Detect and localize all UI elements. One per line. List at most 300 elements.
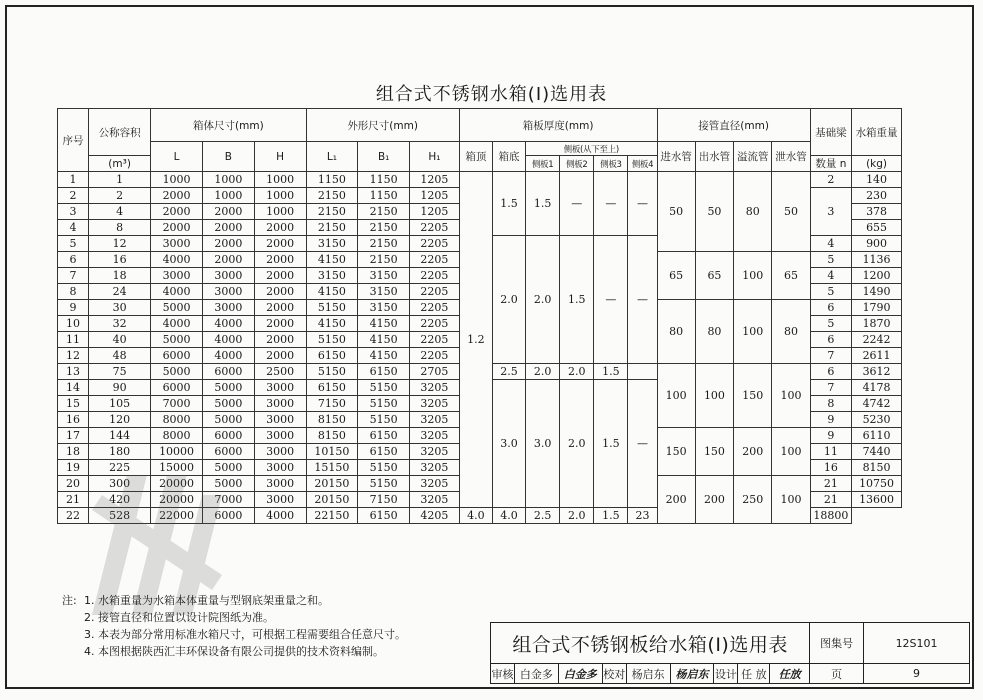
table-row	[58, 172, 902, 188]
thickness-cell-bottom: 1.5	[492, 172, 525, 236]
dimension-cell-b: 2000	[202, 220, 254, 236]
thickness-cell-bottom: 4.0	[492, 508, 525, 524]
dimension-cell-l: 20000	[151, 476, 203, 492]
dimension-cell-l: 10000	[151, 444, 203, 460]
row-number: 12	[58, 348, 89, 364]
weight-cell: 230	[852, 188, 902, 204]
dimension-cell-b: 5000	[202, 476, 254, 492]
pipe-cell-inlet: 80	[657, 300, 695, 364]
dimension-cell-b1: 7150	[358, 492, 410, 508]
page-label: 页	[810, 664, 864, 684]
dimension-cell-h: 3000	[254, 428, 306, 444]
dimension-cell-h: 1000	[254, 188, 306, 204]
beam-count-cell: 7	[810, 348, 851, 364]
capacity-cell: 2	[89, 188, 151, 204]
dimension-cell-l1: 22150	[306, 508, 358, 524]
notes: 注: 1. 水箱重量为水箱本体重量与型钢底架重量之和。 2. 接管直径和位置以设计院图纸为准。 3. 本表为部分常用标准水箱尺寸，可根据工程需要组合任意尺寸。 4. 本图根据陕西汇丰环保设备有限公司提供的技术资料编制。	[62, 594, 406, 658]
checker-signature: 杨启东	[670, 664, 714, 684]
thickness-cell-bottom: 2.5	[492, 364, 525, 380]
dimension-cell-h: 3000	[254, 492, 306, 508]
thickness-cell-bottom: 2.0	[492, 236, 525, 364]
thickness-cell-s1: 3.0	[526, 380, 560, 508]
beam-count-cell: 21	[810, 492, 851, 508]
capacity-cell: 16	[89, 252, 151, 268]
dimension-cell-h1: 2205	[410, 268, 460, 284]
pipe-cell-overflow: 100	[734, 252, 772, 300]
thickness-cell-s2: —	[560, 172, 594, 236]
dimension-cell-h1: 2705	[410, 364, 460, 380]
capacity-cell: 180	[89, 444, 151, 460]
dimension-cell-b: 5000	[202, 412, 254, 428]
pipe-cell-inlet: 150	[657, 428, 695, 476]
dimension-cell-h1: 3205	[410, 396, 460, 412]
pipe-cell-outlet: 150	[695, 428, 733, 476]
row-number: 18	[58, 444, 89, 460]
beam-count-cell: 9	[810, 412, 851, 428]
header-no: 序号	[58, 109, 89, 172]
weight-cell: 655	[852, 220, 902, 236]
dimension-cell-l1: 5150	[306, 332, 358, 348]
dimension-cell-l1: 3150	[306, 236, 358, 252]
dimension-cell-l: 15000	[151, 460, 203, 476]
dimension-cell-l1: 10150	[306, 444, 358, 460]
row-number: 4	[58, 220, 89, 236]
reviewer-name: 白金多	[514, 664, 558, 684]
dimension-cell-l1: 6150	[306, 380, 358, 396]
header-outer-size: 外形尺寸(mm)	[306, 109, 459, 142]
dimension-cell-h: 2000	[254, 348, 306, 364]
dimension-cell-b1: 6150	[358, 508, 410, 524]
dimension-cell-l1: 2150	[306, 220, 358, 236]
dimension-cell-l: 5000	[151, 300, 203, 316]
dimension-cell-b: 7000	[202, 492, 254, 508]
capacity-cell: 18	[89, 268, 151, 284]
reviewer-signature: 白金多	[558, 664, 602, 684]
row-number: 7	[58, 268, 89, 284]
title-block-title: 组合式不锈钢板给水箱(Ⅰ)选用表	[491, 623, 810, 664]
dimension-cell-h1: 2205	[410, 284, 460, 300]
header-b: B	[202, 142, 254, 172]
dimension-cell-h1: 3205	[410, 444, 460, 460]
dimension-cell-b: 6000	[202, 444, 254, 460]
dimension-cell-h1: 2205	[410, 316, 460, 332]
capacity-cell: 1	[89, 172, 151, 188]
dimension-cell-b: 3000	[202, 284, 254, 300]
dimension-cell-h: 4000	[254, 508, 306, 524]
header-drain: 泄水管	[772, 142, 810, 172]
pipe-cell-overflow: 250	[734, 476, 772, 524]
weight-cell: 1136	[852, 252, 902, 268]
capacity-cell: 12	[89, 236, 151, 252]
weight-cell: 2242	[852, 332, 902, 348]
dimension-cell-b: 4000	[202, 348, 254, 364]
weight-cell: 378	[852, 204, 902, 220]
dimension-cell-l1: 6150	[306, 348, 358, 364]
weight-cell: 13600	[852, 492, 902, 508]
dimension-cell-l1: 20150	[306, 476, 358, 492]
title-block	[490, 622, 970, 684]
dimension-cell-b1: 5150	[358, 396, 410, 412]
capacity-cell: 90	[89, 380, 151, 396]
weight-cell: 10750	[852, 476, 902, 492]
dimension-cell-h1: 3205	[410, 460, 460, 476]
pipe-cell-inlet: 50	[657, 172, 695, 252]
header-top: 箱顶	[459, 142, 492, 172]
dimension-cell-b: 5000	[202, 460, 254, 476]
dimension-cell-b1: 2150	[358, 204, 410, 220]
dimension-cell-l: 20000	[151, 492, 203, 508]
dimension-cell-b: 2000	[202, 252, 254, 268]
dimension-cell-l1: 1150	[306, 172, 358, 188]
header-h1: H₁	[410, 142, 460, 172]
dimension-cell-l1: 4150	[306, 252, 358, 268]
review-label: 审核	[491, 664, 515, 684]
header-box-size: 箱体尺寸(mm)	[151, 109, 306, 142]
dimension-cell-b1: 4150	[358, 332, 410, 348]
header-side1: 侧板1	[526, 156, 560, 172]
header-pipe-diameter: 接管直径(mm)	[657, 109, 810, 142]
weight-cell: 8150	[852, 460, 902, 476]
dimension-cell-l1: 8150	[306, 428, 358, 444]
dimension-cell-h: 1000	[254, 204, 306, 220]
dimension-cell-l: 5000	[151, 364, 203, 380]
dimension-cell-l1: 5150	[306, 300, 358, 316]
pipe-cell-drain: 65	[772, 252, 810, 300]
thickness-cell-bottom: 3.0	[492, 380, 525, 508]
beam-count-cell: 4	[810, 236, 851, 252]
pipe-cell-outlet: 80	[695, 300, 733, 364]
dimension-cell-h1: 3205	[410, 492, 460, 508]
thickness-cell-s3: —	[594, 236, 628, 364]
dimension-cell-h: 1000	[254, 172, 306, 188]
dimension-cell-h: 3000	[254, 380, 306, 396]
note-item: 接管直径和位置以设计院图纸为准。	[98, 611, 274, 624]
beam-count-cell: 9	[810, 428, 851, 444]
beam-count-cell: 21	[810, 476, 851, 492]
pipe-cell-outlet: 65	[695, 252, 733, 300]
weight-cell: 1200	[852, 268, 902, 284]
dimension-cell-h: 2000	[254, 316, 306, 332]
header-plate-thickness: 箱板厚度(mm)	[459, 109, 657, 142]
row-number: 5	[58, 236, 89, 252]
header-weight-unit: (kg)	[852, 156, 902, 172]
pipe-cell-inlet: 65	[657, 252, 695, 300]
dimension-cell-l1: 7150	[306, 396, 358, 412]
thickness-cell-s2: 2.0	[560, 364, 594, 380]
capacity-cell: 30	[89, 300, 151, 316]
capacity-cell: 420	[89, 492, 151, 508]
weight-cell: 7440	[852, 444, 902, 460]
dimension-cell-l: 6000	[151, 380, 203, 396]
header-h: H	[254, 142, 306, 172]
dimension-cell-l: 8000	[151, 428, 203, 444]
header-side: 侧板(从下至上)	[526, 142, 657, 156]
row-number: 2	[58, 188, 89, 204]
dimension-cell-b1: 4150	[358, 316, 410, 332]
top-thickness-cell: 1.2	[459, 172, 492, 508]
dimension-cell-b1: 6150	[358, 428, 410, 444]
dimension-cell-l1: 2150	[306, 188, 358, 204]
dimension-cell-b1: 6150	[358, 364, 410, 380]
thickness-cell-s2: 2.0	[560, 508, 594, 524]
capacity-cell: 32	[89, 316, 151, 332]
row-number: 15	[58, 396, 89, 412]
header-bottom: 箱底	[492, 142, 525, 172]
dimension-cell-h1: 1205	[410, 204, 460, 220]
header-beam-count: 数量 n	[810, 156, 851, 172]
weight-cell: 1870	[852, 316, 902, 332]
capacity-cell: 8	[89, 220, 151, 236]
dimension-cell-b: 2000	[202, 236, 254, 252]
designer-name: 任 放	[738, 664, 770, 684]
capacity-cell: 300	[89, 476, 151, 492]
weight-cell: 4742	[852, 396, 902, 412]
dimension-cell-l1: 8150	[306, 412, 358, 428]
dimension-cell-b1: 5150	[358, 460, 410, 476]
dimension-cell-l: 3000	[151, 236, 203, 252]
dimension-cell-b1: 3150	[358, 300, 410, 316]
dimension-cell-l: 22000	[151, 508, 203, 524]
dimension-cell-h: 2000	[254, 300, 306, 316]
row-number: 22	[58, 508, 89, 524]
beam-count-cell: 23	[628, 508, 657, 524]
notes-prefix: 注:	[62, 594, 77, 607]
dimension-cell-b1: 2150	[358, 252, 410, 268]
note-item: 本表为部分常用标准水箱尺寸，可根据工程需要组合任意尺寸。	[98, 628, 406, 641]
thickness-cell-s1: 2.0	[526, 236, 560, 364]
atlas-label: 图集号	[810, 623, 864, 664]
capacity-cell: 144	[89, 428, 151, 444]
row-number: 13	[58, 364, 89, 380]
dimension-cell-b: 5000	[202, 380, 254, 396]
dimension-cell-b1: 1150	[358, 188, 410, 204]
weight-cell: 900	[852, 236, 902, 252]
beam-count-cell: 2	[810, 172, 851, 188]
thickness-cell-s2: 1.5	[560, 236, 594, 364]
thickness-cell-s4: —	[628, 236, 657, 364]
dimension-cell-b1: 2150	[358, 236, 410, 252]
dimension-cell-h1: 1205	[410, 188, 460, 204]
dimension-cell-h: 3000	[254, 476, 306, 492]
dimension-cell-b1: 6150	[358, 444, 410, 460]
dimension-cell-h: 2500	[254, 364, 306, 380]
dimension-cell-l: 2000	[151, 220, 203, 236]
row-number: 10	[58, 316, 89, 332]
dimension-cell-l: 2000	[151, 188, 203, 204]
selection-table	[57, 108, 902, 524]
dimension-cell-h1: 3205	[410, 412, 460, 428]
dimension-cell-h1: 2205	[410, 332, 460, 348]
atlas-number: 12S101	[864, 623, 970, 664]
header-capacity: 公称容积	[89, 109, 151, 156]
dimension-cell-h1: 1205	[410, 172, 460, 188]
weight-cell: 5230	[852, 412, 902, 428]
beam-count-cell: 7	[810, 380, 851, 396]
header-l: L	[151, 142, 203, 172]
pipe-cell-outlet: 100	[695, 364, 733, 428]
dimension-cell-b1: 1150	[358, 172, 410, 188]
dimension-cell-h1: 3205	[410, 380, 460, 396]
thickness-cell-s1: 2.0	[526, 364, 560, 380]
thickness-cell-s2: 2.0	[560, 380, 594, 508]
dimension-cell-h1: 3205	[410, 428, 460, 444]
weight-cell: 4178	[852, 380, 902, 396]
row-number: 11	[58, 332, 89, 348]
dimension-cell-h: 2000	[254, 236, 306, 252]
pipe-cell-outlet: 50	[695, 172, 733, 252]
pipe-cell-drain: 50	[772, 172, 810, 252]
capacity-cell: 48	[89, 348, 151, 364]
header-side3: 侧板3	[594, 156, 628, 172]
pipe-cell-overflow: 100	[734, 300, 772, 364]
pipe-cell-overflow: 150	[734, 364, 772, 428]
note-item: 本图根据陕西汇丰环保设备有限公司提供的技术资料编制。	[98, 645, 384, 658]
dimension-cell-h: 2000	[254, 220, 306, 236]
designer-signature: 任放	[770, 664, 810, 684]
dimension-cell-h1: 2205	[410, 300, 460, 316]
pipe-cell-drain: 100	[772, 364, 810, 428]
dimension-cell-h: 3000	[254, 412, 306, 428]
row-number: 6	[58, 252, 89, 268]
dimension-cell-h1: 2205	[410, 236, 460, 252]
dimension-cell-b: 4000	[202, 316, 254, 332]
capacity-cell: 105	[89, 396, 151, 412]
dimension-cell-b: 1000	[202, 188, 254, 204]
dimension-cell-l1: 4150	[306, 316, 358, 332]
dimension-cell-b: 2000	[202, 204, 254, 220]
thickness-cell-s3: —	[594, 172, 628, 236]
beam-count-cell: 3	[810, 188, 851, 236]
thickness-cell-s4	[628, 364, 657, 380]
checker-name: 杨启东	[626, 664, 670, 684]
header-weight: 水箱重量	[852, 109, 902, 156]
row-number: 1	[58, 172, 89, 188]
pipe-cell-drain: 80	[772, 300, 810, 364]
dimension-cell-h: 2000	[254, 252, 306, 268]
dimension-cell-b: 4000	[202, 332, 254, 348]
dimension-cell-h1: 3205	[410, 476, 460, 492]
dimension-cell-b1: 3150	[358, 284, 410, 300]
capacity-cell: 24	[89, 284, 151, 300]
dimension-cell-b: 3000	[202, 300, 254, 316]
dimension-cell-l: 8000	[151, 412, 203, 428]
pipe-cell-overflow: 80	[734, 172, 772, 252]
header-beam: 基础梁	[810, 109, 851, 156]
dimension-cell-l: 3000	[151, 268, 203, 284]
pipe-cell-drain: 100	[772, 428, 810, 476]
design-label: 设计	[714, 664, 738, 684]
weight-cell: 18800	[810, 508, 851, 524]
dimension-cell-l: 4000	[151, 284, 203, 300]
dimension-cell-h: 3000	[254, 444, 306, 460]
dimension-cell-b: 5000	[202, 396, 254, 412]
row-number: 9	[58, 300, 89, 316]
pipe-cell-overflow: 200	[734, 428, 772, 476]
beam-count-cell: 6	[810, 300, 851, 316]
capacity-cell: 225	[89, 460, 151, 476]
thickness-cell-s4: —	[628, 172, 657, 236]
pipe-cell-inlet: 200	[657, 476, 695, 524]
beam-count-cell: 6	[810, 332, 851, 348]
dimension-cell-h1: 4205	[410, 508, 460, 524]
row-number: 14	[58, 380, 89, 396]
dimension-cell-l1: 2150	[306, 204, 358, 220]
dimension-cell-l1: 3150	[306, 268, 358, 284]
capacity-cell: 75	[89, 364, 151, 380]
dimension-cell-h1: 2205	[410, 348, 460, 364]
dimension-cell-b: 6000	[202, 364, 254, 380]
row-number: 17	[58, 428, 89, 444]
dimension-cell-l1: 15150	[306, 460, 358, 476]
dimension-cell-b: 3000	[202, 268, 254, 284]
capacity-cell: 528	[89, 508, 151, 524]
dimension-cell-h: 2000	[254, 284, 306, 300]
row-number: 3	[58, 204, 89, 220]
header-outlet: 出水管	[695, 142, 733, 172]
dimension-cell-h: 2000	[254, 268, 306, 284]
header-overflow: 溢流管	[734, 142, 772, 172]
header-l1: L₁	[306, 142, 358, 172]
beam-count-cell: 5	[810, 316, 851, 332]
thickness-cell-top: 4.0	[459, 508, 492, 524]
row-number: 8	[58, 284, 89, 300]
dimension-cell-l1: 20150	[306, 492, 358, 508]
weight-cell: 3612	[852, 364, 902, 380]
weight-cell: 1790	[852, 300, 902, 316]
header-side2: 侧板2	[560, 156, 594, 172]
capacity-cell: 4	[89, 204, 151, 220]
dimension-cell-l: 5000	[151, 332, 203, 348]
weight-cell: 2611	[852, 348, 902, 364]
dimension-cell-h1: 2205	[410, 252, 460, 268]
row-number: 21	[58, 492, 89, 508]
dimension-cell-l1: 5150	[306, 364, 358, 380]
header-inlet: 进水管	[657, 142, 695, 172]
beam-count-cell: 4	[810, 268, 851, 284]
table-title: 组合式不锈钢水箱(Ⅰ)选用表	[375, 84, 608, 105]
dimension-cell-l1: 4150	[306, 284, 358, 300]
header-b1: B₁	[358, 142, 410, 172]
thickness-cell-s1: 2.5	[526, 508, 560, 524]
dimension-cell-b: 1000	[202, 172, 254, 188]
dimension-cell-b1: 2150	[358, 220, 410, 236]
beam-count-cell: 6	[810, 364, 851, 380]
dimension-cell-b1: 5150	[358, 380, 410, 396]
beam-count-cell: 16	[810, 460, 851, 476]
row-number: 16	[58, 412, 89, 428]
header-capacity-unit: (m³)	[89, 156, 151, 172]
dimension-cell-l: 2000	[151, 204, 203, 220]
pipe-cell-outlet: 200	[695, 476, 733, 524]
dimension-cell-h: 3000	[254, 460, 306, 476]
capacity-cell: 120	[89, 412, 151, 428]
weight-cell: 6110	[852, 428, 902, 444]
table-body	[58, 172, 902, 524]
dimension-cell-b1: 5150	[358, 412, 410, 428]
beam-count-cell: 8	[810, 396, 851, 412]
capacity-cell: 40	[89, 332, 151, 348]
page-number: 9	[864, 664, 970, 684]
dimension-cell-h: 2000	[254, 332, 306, 348]
dimension-cell-h1: 2205	[410, 220, 460, 236]
dimension-cell-b: 6000	[202, 508, 254, 524]
row-number: 19	[58, 460, 89, 476]
thickness-cell-s1: 1.5	[526, 172, 560, 236]
dimension-cell-h: 3000	[254, 396, 306, 412]
row-number: 20	[58, 476, 89, 492]
thickness-cell-s4: —	[628, 380, 657, 508]
check-label: 校对	[602, 664, 626, 684]
